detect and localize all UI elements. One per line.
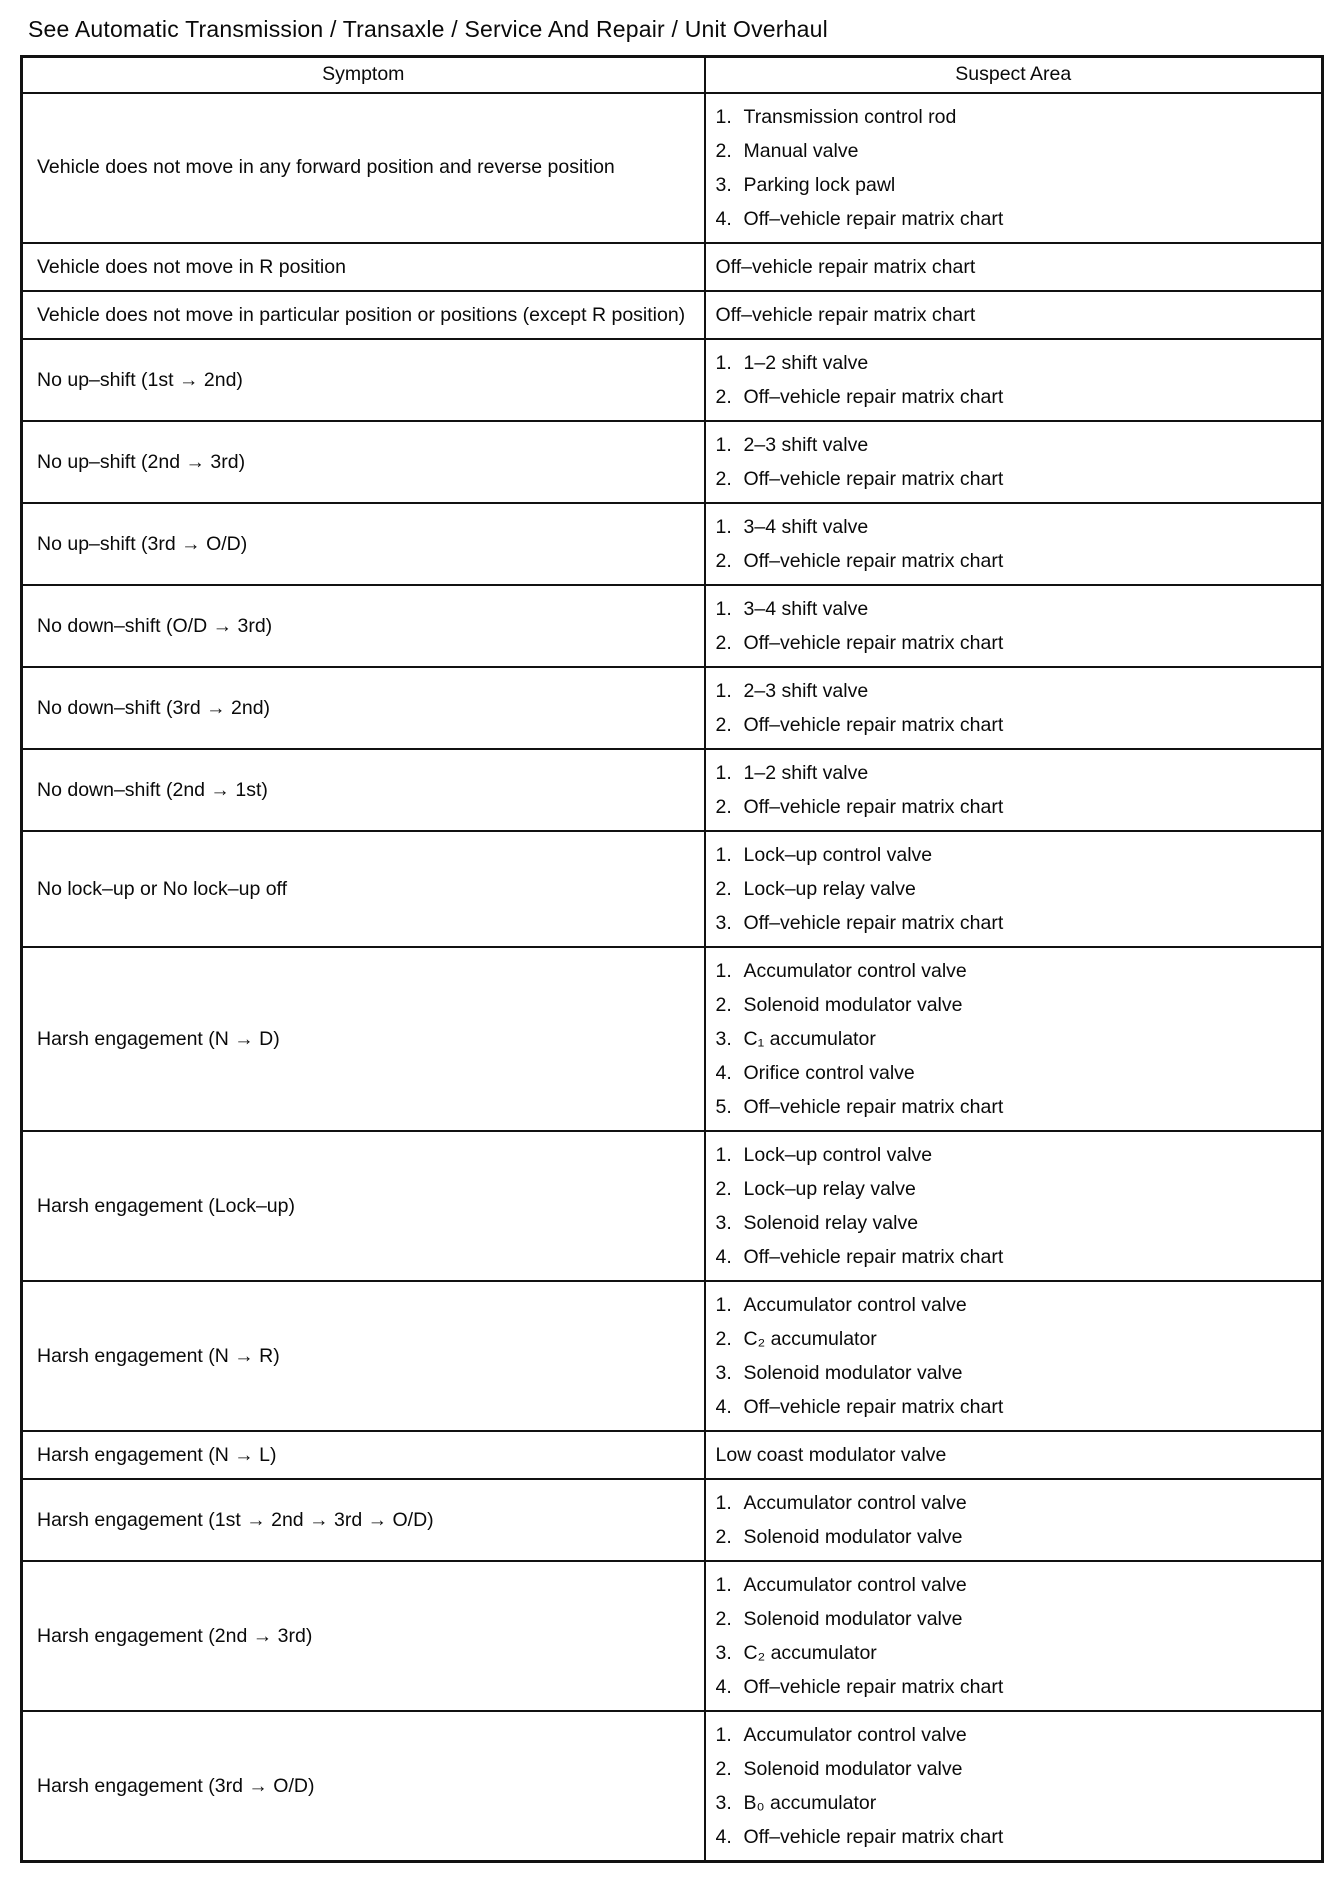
- symptom-cell: No up–shift (1st → 2nd): [22, 339, 705, 421]
- suspect-item: [716, 100, 1311, 134]
- suspect-item-number: 1.: [715, 959, 732, 982]
- suspect-item-text: Off–vehicle repair matrix chart: [743, 1395, 1004, 1418]
- table-row: [22, 1431, 1323, 1479]
- suspect-area-cell: [705, 831, 1323, 947]
- suspect-item: [716, 1356, 1311, 1390]
- suspect-item: [716, 462, 1311, 496]
- suspect-item-number: 4.: [715, 207, 732, 230]
- suspect-item: [716, 1090, 1311, 1124]
- suspect-item-number: 4.: [715, 1395, 732, 1418]
- suspect-item: [716, 1602, 1311, 1636]
- symptom-cell: Harsh engagement (N → R): [22, 1281, 705, 1431]
- suspect-item-text: Off–vehicle repair matrix chart: [743, 207, 1004, 230]
- suspect-item-text: C₂ accumulator: [743, 1642, 877, 1665]
- suspect-item-text: Solenoid relay valve: [743, 1211, 919, 1234]
- suspect-area-cell: [705, 947, 1323, 1131]
- suspect-item-text: Solenoid modulator valve: [743, 993, 963, 1016]
- suspect-item-number: 2.: [715, 1608, 732, 1631]
- suspect-area-cell: [705, 339, 1323, 421]
- suspect-item-number: 3.: [715, 173, 732, 196]
- suspect-item-number: 3.: [715, 1027, 732, 1050]
- suspect-item-number: 2.: [715, 713, 732, 736]
- table-row: [22, 947, 1323, 1131]
- table-row: [22, 749, 1323, 831]
- suspect-item-text: Off–vehicle repair matrix chart: [743, 1826, 1004, 1849]
- suspect-item: [716, 1172, 1311, 1206]
- suspect-item: [716, 1322, 1311, 1356]
- table-row: [22, 1561, 1323, 1711]
- suspect-item-number: 1.: [715, 433, 732, 456]
- suspect-item-number: 3.: [715, 1792, 732, 1815]
- suspect-item-number: 4.: [715, 1826, 732, 1849]
- suspect-item: [716, 202, 1311, 236]
- suspect-item-text: B₀ accumulator: [743, 1792, 877, 1815]
- suspect-item-number: 4.: [715, 1245, 732, 1268]
- suspect-item-number: 2.: [715, 877, 732, 900]
- suspect-item: [716, 134, 1311, 168]
- suspect-item: [716, 872, 1311, 906]
- suspect-item-text: 3–4 shift valve: [743, 515, 869, 538]
- symptom-cell: Vehicle does not move in R position: [22, 243, 705, 291]
- suspect-item: [716, 1486, 1311, 1520]
- table-body: [22, 93, 1323, 1862]
- suspect-item-number: 2.: [715, 549, 732, 572]
- table-row: [22, 93, 1323, 243]
- table-row: [22, 1131, 1323, 1281]
- suspect-item: [716, 1056, 1311, 1090]
- suspect-item: [716, 1636, 1311, 1670]
- suspect-item-text: Transmission control rod: [743, 105, 957, 128]
- table-row: [22, 585, 1323, 667]
- suspect-area-cell: [705, 1561, 1323, 1711]
- page-title: See Automatic Transmission / Transaxle / Service And Repair / Unit Overhaul: [28, 16, 828, 42]
- suspect-item: [716, 1670, 1311, 1704]
- suspect-item-text: Solenoid modulator valve: [743, 1758, 963, 1781]
- suspect-item-text: Accumulator control valve: [743, 959, 967, 982]
- suspect-area-cell: [705, 421, 1323, 503]
- suspect-item-number: 2.: [715, 467, 732, 490]
- suspect-item-text: Off–vehicle repair matrix chart: [743, 1676, 1004, 1699]
- suspect-item: [716, 838, 1311, 872]
- table-row: [22, 291, 1323, 339]
- suspect-item: [716, 168, 1311, 202]
- suspect-item-number: 5.: [715, 1095, 732, 1118]
- suspect-item-number: 1.: [715, 1574, 732, 1597]
- suspect-area-cell: [705, 1431, 1323, 1479]
- symptom-cell: Harsh engagement (N → L): [22, 1431, 705, 1479]
- suspect-area-cell: [705, 1131, 1323, 1281]
- suspect-item-text: Orifice control valve: [743, 1061, 915, 1084]
- suspect-item-text: Lock–up relay valve: [743, 877, 916, 900]
- suspect-area-cell: [705, 1479, 1323, 1561]
- suspect-item: [716, 1718, 1311, 1752]
- suspect-item: [716, 988, 1311, 1022]
- suspect-item: [716, 1206, 1311, 1240]
- suspect-item-number: 2.: [715, 1526, 732, 1549]
- suspect-item-text: C₁ accumulator: [743, 1027, 876, 1050]
- suspect-item-text: 3–4 shift valve: [743, 597, 869, 620]
- suspect-area-column-header: Suspect Area: [705, 57, 1323, 93]
- suspect-item: [716, 1288, 1311, 1322]
- suspect-item-text: Off–vehicle repair matrix chart: [743, 385, 1004, 408]
- suspect-item-number: 2.: [715, 795, 732, 818]
- suspect-item: [716, 346, 1311, 380]
- suspect-item: [716, 1240, 1311, 1274]
- suspect-item: [716, 674, 1311, 708]
- table-row: [22, 339, 1323, 421]
- suspect-area-cell: [705, 503, 1323, 585]
- suspect-item-number: 1.: [715, 351, 732, 374]
- symptom-cell: No down–shift (O/D → 3rd): [22, 585, 705, 667]
- symptom-cell: No up–shift (2nd → 3rd): [22, 421, 705, 503]
- suspect-area-cell: [705, 667, 1323, 749]
- suspect-item-number: 1.: [715, 843, 732, 866]
- suspect-item-text: Off–vehicle repair matrix chart: [743, 549, 1004, 572]
- suspect-item-text: Lock–up control valve: [743, 1143, 933, 1166]
- symptom-cell: Harsh engagement (N → D): [22, 947, 705, 1131]
- symptom-cell: Harsh engagement (1st → 2nd → 3rd → O/D): [22, 1479, 705, 1561]
- suspect-item-text: Off–vehicle repair matrix chart: [715, 255, 976, 278]
- suspect-item-number: 1.: [715, 1143, 732, 1166]
- table-row: [22, 243, 1323, 291]
- table-row: [22, 831, 1323, 947]
- suspect-item-number: 2.: [715, 1758, 732, 1781]
- table-row: [22, 1281, 1323, 1431]
- suspect-item-number: 2.: [715, 139, 732, 162]
- suspect-item-text: Accumulator control valve: [743, 1293, 967, 1316]
- suspect-item-text: Accumulator control valve: [743, 1724, 967, 1747]
- suspect-item-text: Accumulator control valve: [743, 1574, 967, 1597]
- suspect-item-text: Solenoid modulator valve: [743, 1608, 963, 1631]
- suspect-item-text: C₂ accumulator: [743, 1327, 877, 1350]
- suspect-item-text: 1–2 shift valve: [743, 761, 869, 784]
- table-row: [22, 421, 1323, 503]
- table-row: [22, 503, 1323, 585]
- suspect-area-cell: [705, 585, 1323, 667]
- suspect-item-text: Off–vehicle repair matrix chart: [743, 795, 1004, 818]
- symptom-cell: No up–shift (3rd → O/D): [22, 503, 705, 585]
- suspect-area-cell: [705, 243, 1323, 291]
- suspect-item: [716, 1520, 1311, 1554]
- suspect-item: [716, 1820, 1311, 1854]
- suspect-item-text: Lock–up relay valve: [743, 1177, 916, 1200]
- table-row: [22, 1479, 1323, 1561]
- suspect-item-number: 1.: [715, 105, 732, 128]
- suspect-item: [716, 1568, 1311, 1602]
- symptom-suspect-table: [20, 55, 1324, 1863]
- suspect-item: [716, 510, 1311, 544]
- suspect-item: [716, 1138, 1311, 1172]
- suspect-item-number: 3.: [715, 911, 732, 934]
- suspect-item: [716, 428, 1311, 462]
- suspect-item-text: Low coast modulator valve: [715, 1444, 947, 1467]
- table-row: [22, 1711, 1323, 1862]
- symptom-cell: Harsh engagement (3rd → O/D): [22, 1711, 705, 1862]
- suspect-item: [716, 756, 1311, 790]
- suspect-area-cell: [705, 93, 1323, 243]
- suspect-item-number: 1.: [715, 515, 732, 538]
- suspect-item-number: 3.: [715, 1361, 732, 1384]
- symptom-cell: No lock–up or No lock–up off: [22, 831, 705, 947]
- suspect-item-text: 2–3 shift valve: [743, 433, 869, 456]
- symptom-cell: Harsh engagement (Lock–up): [22, 1131, 705, 1281]
- suspect-item: [716, 1022, 1311, 1056]
- suspect-area-cell: [705, 749, 1323, 831]
- suspect-item-number: 2.: [715, 1177, 732, 1200]
- suspect-item-number: 3.: [715, 1211, 732, 1234]
- suspect-area-cell: [705, 291, 1323, 339]
- suspect-item-number: 1.: [715, 761, 732, 784]
- suspect-item-text: Off–vehicle repair matrix chart: [743, 1245, 1004, 1268]
- suspect-item-number: 1.: [715, 1492, 732, 1515]
- symptom-cell: Vehicle does not move in any forward position and reverse position: [22, 93, 705, 243]
- suspect-item-number: 2.: [715, 385, 732, 408]
- suspect-area-cell: [705, 1711, 1323, 1862]
- suspect-item-text: Off–vehicle repair matrix chart: [743, 911, 1004, 934]
- suspect-item: [716, 906, 1311, 940]
- suspect-item: [716, 626, 1311, 660]
- suspect-area-cell: [705, 1281, 1323, 1431]
- suspect-item-text: 1–2 shift valve: [743, 351, 869, 374]
- suspect-item-text: Manual valve: [743, 139, 859, 162]
- suspect-item-number: 3.: [715, 1642, 732, 1665]
- suspect-item-text: Off–vehicle repair matrix chart: [743, 1095, 1004, 1118]
- suspect-item-text: Lock–up control valve: [743, 843, 933, 866]
- suspect-item: [716, 544, 1311, 578]
- table-header-row: [22, 57, 1323, 93]
- suspect-item: [716, 592, 1311, 626]
- suspect-item-number: 4.: [715, 1061, 732, 1084]
- suspect-item-text: Off–vehicle repair matrix chart: [743, 631, 1004, 654]
- suspect-item-number: 1.: [715, 679, 732, 702]
- suspect-item: [716, 708, 1311, 742]
- suspect-item-text: Solenoid modulator valve: [743, 1361, 963, 1384]
- symptom-cell: No down–shift (2nd → 1st): [22, 749, 705, 831]
- suspect-item-text: Off–vehicle repair matrix chart: [715, 303, 976, 326]
- suspect-item-text: 2–3 shift valve: [743, 679, 869, 702]
- suspect-item: [716, 790, 1311, 824]
- suspect-item: [716, 1390, 1311, 1424]
- suspect-item-number: 4.: [715, 1676, 732, 1699]
- suspect-item-number: 1.: [715, 1724, 732, 1747]
- suspect-item-number: 2.: [715, 1327, 732, 1350]
- suspect-item: [716, 1786, 1311, 1820]
- symptom-cell: No down–shift (3rd → 2nd): [22, 667, 705, 749]
- suspect-item-number: 1.: [715, 597, 732, 620]
- suspect-item-text: Parking lock pawl: [743, 173, 896, 196]
- table-row: [22, 667, 1323, 749]
- symptom-cell: Harsh engagement (2nd → 3rd): [22, 1561, 705, 1711]
- suspect-item: [716, 954, 1311, 988]
- suspect-item: [716, 1752, 1311, 1786]
- suspect-item-text: Accumulator control valve: [743, 1492, 967, 1515]
- suspect-item-text: Solenoid modulator valve: [743, 1526, 963, 1549]
- suspect-item-number: 1.: [715, 1293, 732, 1316]
- suspect-item: [716, 380, 1311, 414]
- symptom-column-header: Symptom: [22, 57, 705, 93]
- suspect-item-text: Off–vehicle repair matrix chart: [743, 713, 1004, 736]
- symptom-cell: Vehicle does not move in particular position or positions (except R position): [22, 291, 705, 339]
- suspect-item-number: 2.: [715, 993, 732, 1016]
- suspect-item-text: Off–vehicle repair matrix chart: [743, 467, 1004, 490]
- suspect-item-number: 2.: [715, 631, 732, 654]
